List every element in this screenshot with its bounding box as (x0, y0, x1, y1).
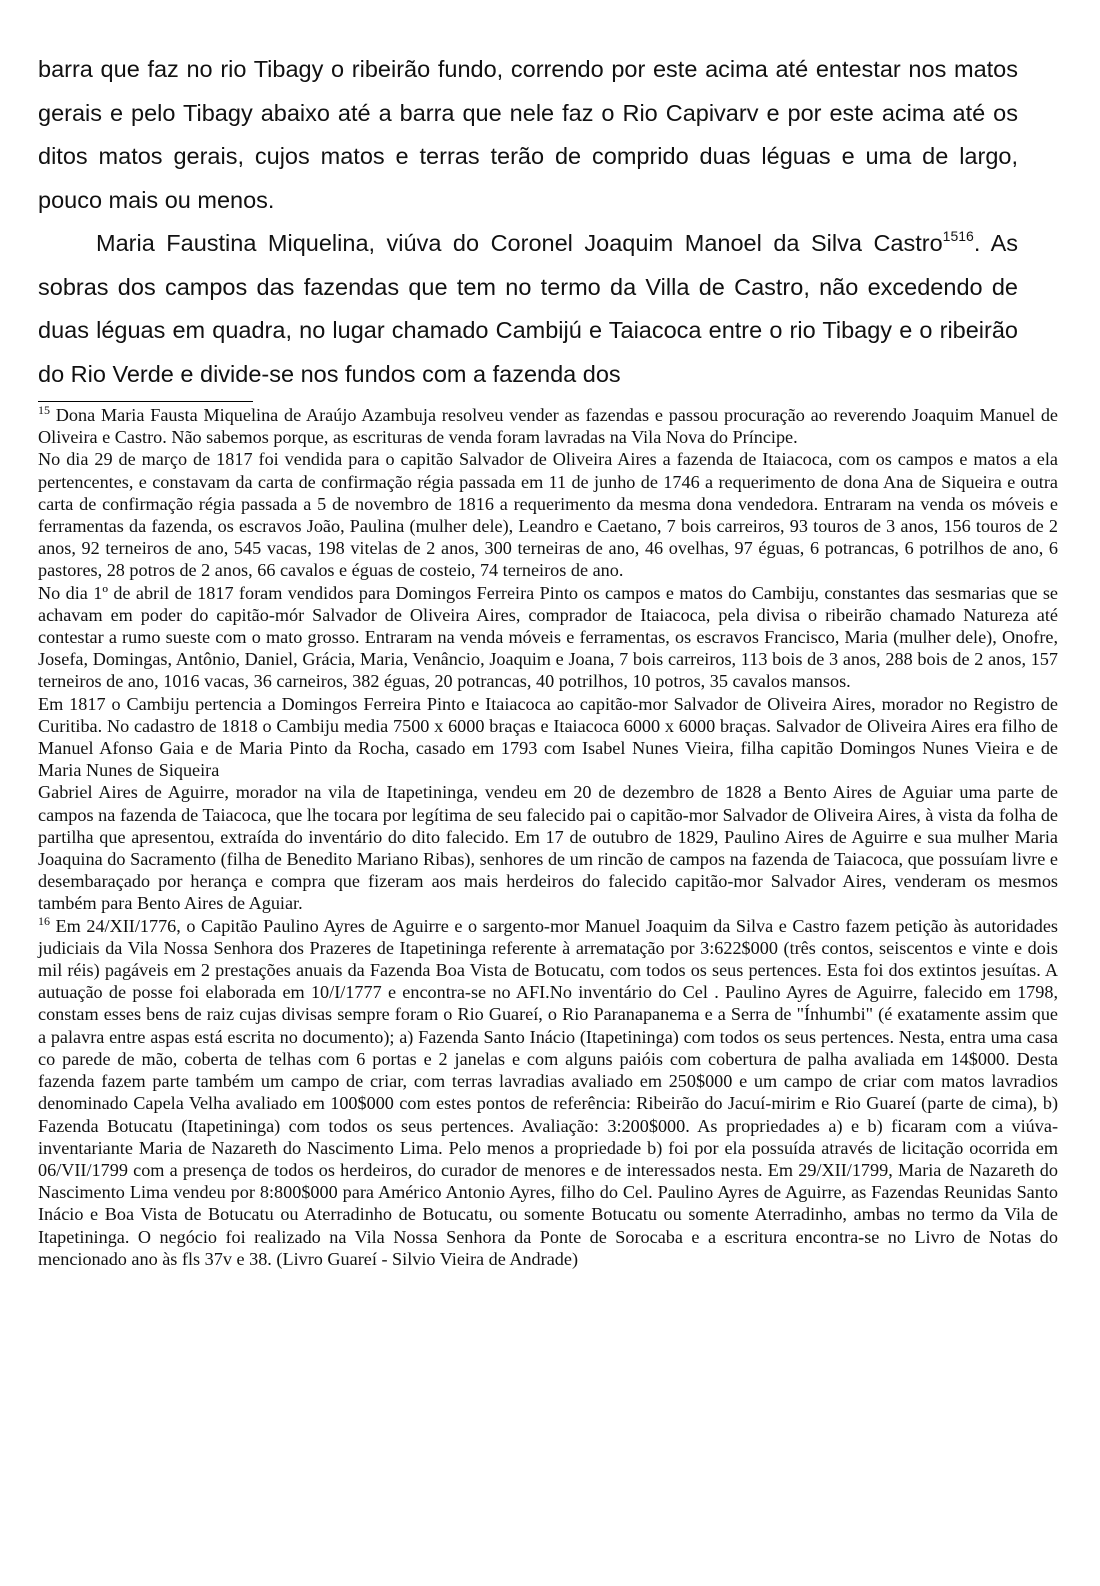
footnote-15-text-1: Dona Maria Fausta Miquelina de Araújo Azambuja resolveu vender as fazendas e passou procuração ao reverendo Joaquim Manuel de Oliveira e Castro. Não sabemos porque, as escrituras de venda foram lavradas na Vila Nova do Príncipe. (38, 405, 1058, 448)
footnote-reference[interactable]: 1516 (942, 228, 974, 244)
footnotes-section (38, 404, 1058, 1270)
main-paragraph-2 (38, 222, 1018, 396)
footnote-15-paragraph-1 (38, 404, 1058, 448)
footnote-15-paragraph-3: No dia 1º de abril de 1817 foram vendidos para Domingos Ferreira Pinto os campos e matos do Cambiju, constantes das sesmarias que se achavam em poder do capitão-mór Salvador de Oliveira Aires, comprador de Itaiacoca, pela divisa o ribeirão chamado Natureza até contestar a rumo sueste com o mato grosso. Entraram na venda móveis e ferramentas, os escravos Francisco, Maria (mulher dele), Onofre, Josefa, Domingas, Antônio, Daniel, Grácia, Maria, Venâncio, Joaquim e Joana, 7 bois carreiros, 113 bois de 3 anos, 288 bois de 2 anos, 157 terneiros de ano, 1016 vacas, 36 carneiros, 382 éguas, 20 potrancas, 40 potrilhos, 10 potros, 35 cavalos mansos. (38, 582, 1058, 692)
main-text (38, 48, 1018, 396)
footnote-15-paragraph-4: Em 1817 o Cambiju pertencia a Domingos Ferreira Pinto e Itaiacoca ao capitão-mor Salvador de Oliveira Aires, morador no Registro de Curitiba. No cadastro de 1818 o Cambiju media 7500 x 6000 braças e Itaiacoca 6000 x 6000 braças. Salvador de Oliveira Aires era filho de Manuel Afonso Gaia e de Maria Pinto da Rocha, casado em 1793 com Isabel Nunes Vieira, filha capitão Domingos Nunes Vieira e de Maria Nunes de Siqueira (38, 693, 1058, 781)
main-paragraph-1: barra que faz no rio Tibagy o ribeirão fundo, correndo por este acima até entestar nos matos gerais e pelo Tibagy abaixo até a barra que nele faz o Rio Capivarv e por este acima até os ditos matos gerais, cujos matos e terras terão de comprido duas léguas e uma de largo, pouco mais ou menos. (38, 56, 1018, 213)
footnote-16-text-1: Em 24/XII/1776, o Capitão Paulino Ayres de Aguirre e o sargento-mor Manuel Joaquim da Silva e Castro fazem petição às autoridades judiciais da Vila Nossa Senhora dos Prazeres de Itapetininga referente à arrematação por 3:622$000 (três contos, seiscentos e vinte e dois mil réis) pagáveis em 2 prestações anuais da Fazenda Boa Vista de Botucatu, com todos os seus pertences. Esta foi dos extintos jesuítas. A autuação de posse foi elaborada em 10/I/1777 e encontra-se no AFI.No inventário do Cel . Paulino Ayres de Aguirre, falecido em 1798, constam esses bens de raiz cujas divisas sempre foram o Rio Guareí, o Rio Paranapanema e a Serra de "Ínhumbi" (é exatamente assim que a palavra entre aspas está escrita no documento); a) Fazenda Santo Inácio (Itapetininga) com todos os seus pertences. Nesta, entra uma casa co parede de mão, coberta de telhas com 6 portas e 2 janelas e com alguns paióis com cobertura de palha avaliada em 14$000. Desta fazenda fazem parte também um campo de criar, com terras lavradias avaliado em 250$000 e um campo de criar com matos lavradios denominado Capela Velha avaliado em 100$000 com estes pontos de referência: Ribeirão do Jacuí-mirim e Rio Guareí (parte de cima), b) Fazenda Botucatu (Itapetininga) com todos os seus pertences. Avaliação: 3:200$000. As propriedades a) e b) ficaram com a viúva-inventariante Maria de Nazareth do Nascimento Lima. Pelo menos a propriedade b) foi por ela possuída através de licitação ocorrida em 06/VII/1799 com a presença de todos os herdeiros, do curador de menores e de interessados nesta. Em 29/XII/1799, Maria de Nazareth do Nascimento Lima vendeu por 8:800$000 para Américo Antonio Ayres, filho do Cel. Paulino Ayres de Aguirre, as Fazendas Reunidas Santo Inácio e Boa Vista de Botucatu ou Aterradinho de Botucatu, ou somente Botucatu ou somente Aterradinho, ambas no termo da Vila de Itapetininga. O negócio foi realizado na Vila Nossa Senhora da Ponte de Sorocaba e a escritura encontra-se no Livro de Notas do mencionado ano às fls 37v e 38. (Livro Guareí - Silvio Vieira de Andrade) (38, 915, 1058, 1269)
footnote-16-paragraph-1 (38, 915, 1058, 1270)
footnote-15-paragraph-5: Gabriel Aires de Aguirre, morador na vila de Itapetininga, vendeu em 20 de dezembro de 1828 a Bento Aires de Aguiar uma parte de campos na fazenda de Taiacoca, que lhe tocara por legítima de seu falecido pai o capitão-mor Salvador de Oliveira Aires, à vista da folha de partilha que apresentou, extraída do inventário do dito falecido. Em 17 de outubro de 1829, Paulino Aires de Aguirre e sua mulher Maria Joaquina do Sacramento (filha de Benedito Mariano Ribas), senhores de um rincão de campos na fazenda de Taiacoca, que possuíam livre e desembaraçado por herança e compra que fizeram aos mais herdeiros do falecido capitão-mor Salvador Aires, venderam os mesmos também para Bento Aires de Aguiar. (38, 782, 1058, 914)
main-paragraph-2-end: . As sobras dos campos das fazendas que tem no termo da Villa de Castro, não excedendo de duas léguas em quadra, no lugar chamado Cambijú e Taiacoca entre o rio Tibagy e o ribeirão do Rio Verde e divide-se nos fundos com a fazenda dos (38, 230, 1019, 387)
main-paragraph-2-start: Maria Faustina Miquelina, viúva do Coronel Joaquim Manoel da Silva Castro (96, 230, 943, 256)
footnote-16-marker: 16 (38, 913, 50, 928)
footnote-15-paragraph-2: No dia 29 de março de 1817 foi vendida para o capitão Salvador de Oliveira Aires a fazenda de Itaiacoca, com os campos e matos a ela pertencentes, e constavam da carta de confirmação régia passada em 11 de junho de 1746 a requerimento de dona Ana de Siqueira e outra carta de confirmação régia passada a 5 de novembro de 1816 a requerimento da mesma dona vendedora. Entraram na venda os móveis e ferramentas da fazenda, os escravos João, Paulina (mulher dele), Leandro e Caetano, 7 bois carreiros, 93 touros de 3 anos, 156 touros de 2 anos, 92 terneiros de ano, 545 vacas, 198 vitelas de 2 anos, 300 terneiras de ano, 46 ovelhas, 97 éguas, 6 potrancas, 6 potrilhos de ano, 6 pastores, 28 potros de 2 anos, 66 cavalos e éguas de costeio, 74 terneiros de ano. (38, 449, 1058, 581)
footnote-15-marker: 15 (38, 403, 50, 417)
footnote-separator (38, 401, 253, 402)
